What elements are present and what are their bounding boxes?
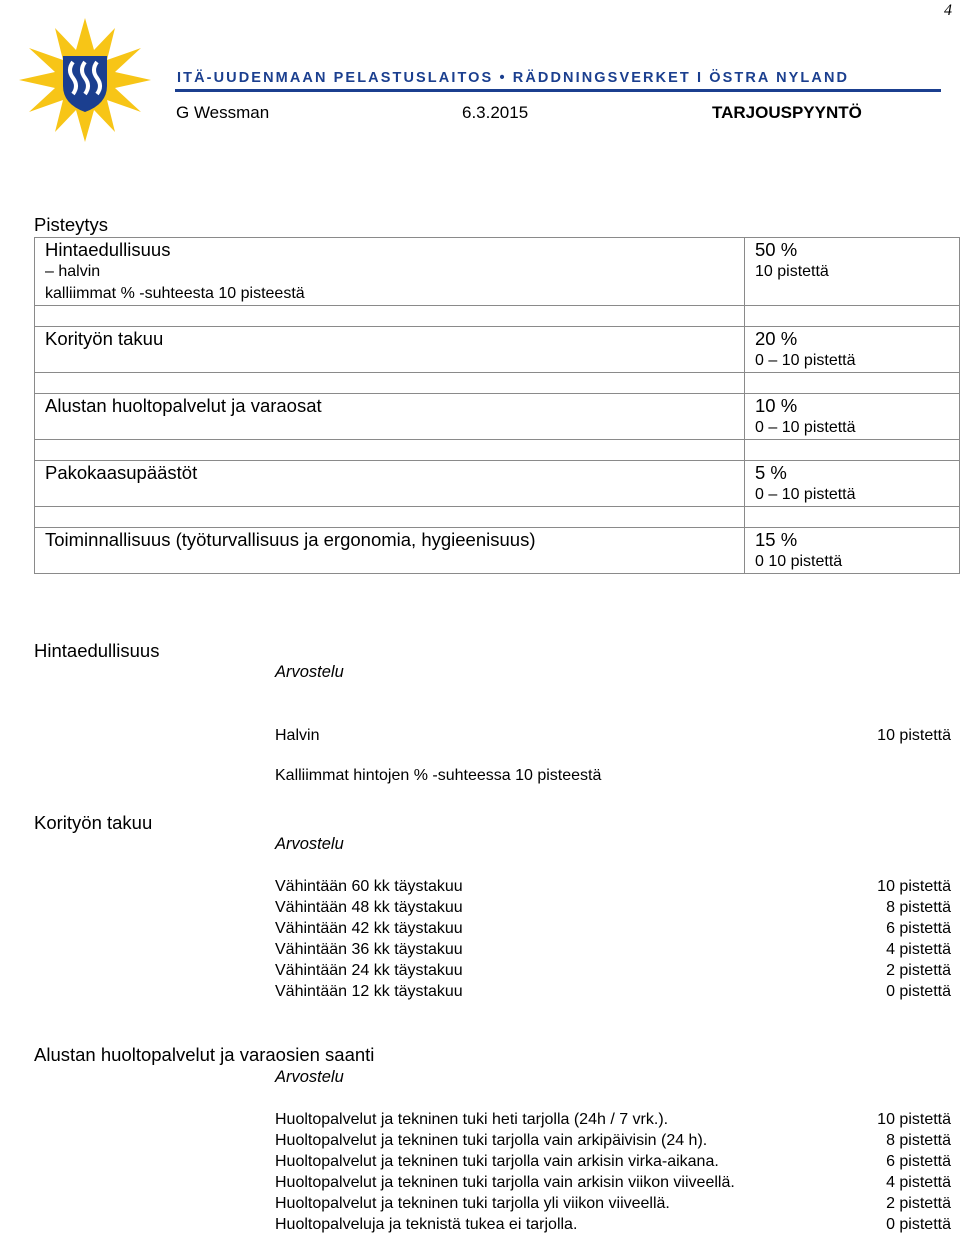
list-item: [275, 897, 951, 918]
organization-title: ITÄ-UUDENMAAN PELASTUSLAITOS • RÄDDNINGSVERKET I ÖSTRA NYLAND: [177, 70, 850, 86]
list-item: [275, 1172, 951, 1193]
item-label: Vähintään 24 kk täystakuu: [275, 962, 463, 979]
item-points: 10 pistettä: [877, 878, 951, 895]
document-type: TARJOUSPYYNTÖ: [712, 103, 862, 122]
table-row: [35, 306, 960, 327]
list-item: [275, 960, 951, 981]
item-label: Vähintään 48 kk täystakuu: [275, 899, 463, 916]
rescue-department-star-emblem-icon: [6, 16, 164, 144]
item-label: Huoltopalvelut ja tekninen tuki tarjolla vain arkisin viikon viiveellä.: [275, 1174, 735, 1191]
page-number: 4: [944, 2, 952, 19]
item-label: Vähintään 42 kk täystakuu: [275, 920, 463, 937]
cheapest-points: 10 pistettä: [877, 727, 951, 744]
table-row: [35, 327, 960, 373]
criterion-name: Toiminnallisuus (työturvallisuus ja ergonomia, hygieenisuus): [45, 529, 536, 550]
item-points: 4 pistettä: [886, 1174, 951, 1191]
criterion-weight: 10 %: [755, 395, 798, 416]
criterion-weight: 20 %: [755, 328, 798, 349]
table-row: [35, 440, 960, 461]
item-points: 0 pistettä: [886, 983, 951, 1000]
criterion-weight: 50 %: [755, 239, 798, 260]
item-points: 2 pistettä: [886, 962, 951, 979]
item-label: Vähintään 36 kk täystakuu: [275, 941, 463, 958]
item-label: Vähintään 60 kk täystakuu: [275, 878, 463, 895]
table-row: [35, 528, 960, 574]
item-points: 8 pistettä: [886, 899, 951, 916]
author: G Wessman: [176, 103, 270, 122]
criterion-weight: 5 %: [755, 462, 787, 483]
criterion-points: 0 – 10 pistettä: [755, 352, 856, 369]
list-item: [275, 1214, 951, 1235]
item-label: Huoltopalveluja ja teknistä tukea ei tarjolla.: [275, 1216, 578, 1233]
table-row: [35, 507, 960, 528]
table-row: [35, 394, 960, 440]
list-item: [275, 939, 951, 960]
scoring-title: Pisteytys: [34, 214, 109, 235]
item-points: 4 pistettä: [886, 941, 951, 958]
item-label: Huoltopalvelut ja tekninen tuki heti tarjolla (24h / 7 vrk.).: [275, 1111, 669, 1128]
item-points: 2 pistettä: [886, 1195, 951, 1212]
chassis-section-title: Alustan huoltopalvelut ja varaosien saanti: [34, 1044, 375, 1065]
bodywork-section-title: Korityön takuu: [34, 812, 153, 833]
list-item: [275, 981, 951, 1002]
item-points: 6 pistettä: [886, 1153, 951, 1170]
criterion-sub: – halvin: [45, 263, 101, 280]
item-points: 10 pistettä: [877, 1111, 951, 1128]
criterion-name: Hintaedullisuus: [45, 239, 171, 260]
price-section-title: Hintaedullisuus: [34, 640, 160, 661]
list-item: [275, 918, 951, 939]
list-item: [275, 1130, 951, 1151]
bodywork-rating-label: Arvostelu: [275, 835, 344, 853]
bodywork-rating-list: [275, 876, 951, 1002]
criterion-points: 0 – 10 pistettä: [755, 486, 856, 503]
price-rating-list: [275, 725, 951, 746]
header-divider: [175, 89, 941, 92]
criterion-points: 0 – 10 pistettä: [755, 419, 856, 436]
criterion-name: Pakokaasupäästöt: [45, 462, 198, 483]
chassis-rating-list: [275, 1109, 951, 1235]
criterion-note: kalliimmat % -suhteesta 10 pisteestä: [45, 285, 305, 302]
list-item: [275, 725, 951, 746]
list-item: [275, 1151, 951, 1172]
list-item: [275, 876, 951, 897]
chassis-rating-label: Arvostelu: [275, 1068, 344, 1086]
criterion-name: Korityön takuu: [45, 328, 164, 349]
item-label: Huoltopalvelut ja tekninen tuki tarjolla yli viikon viiveellä.: [275, 1195, 670, 1212]
list-item: [275, 1193, 951, 1214]
item-label: Huoltopalvelut ja tekninen tuki tarjolla vain arkisin virka-aikana.: [275, 1153, 719, 1170]
scoring-table: [34, 237, 960, 574]
list-item: [275, 1109, 951, 1130]
table-row: [35, 373, 960, 394]
document-date: 6.3.2015: [462, 103, 529, 122]
cheapest-label: Halvin: [275, 727, 320, 744]
criterion-points: 0 10 pistettä: [755, 553, 843, 570]
criterion-points: 10 pistettä: [755, 263, 829, 280]
table-row: [35, 238, 960, 306]
item-points: 0 pistettä: [886, 1216, 951, 1233]
price-rating-label: Arvostelu: [275, 663, 344, 681]
price-others-label: Kalliimmat hintojen % -suhteessa 10 pisteestä: [275, 767, 602, 784]
table-row: [35, 461, 960, 507]
item-points: 8 pistettä: [886, 1132, 951, 1149]
item-label: Huoltopalvelut ja tekninen tuki tarjolla vain arkipäivisin (24 h).: [275, 1132, 708, 1149]
item-label: Vähintään 12 kk täystakuu: [275, 983, 463, 1000]
criterion-name: Alustan huoltopalvelut ja varaosat: [45, 395, 322, 416]
item-points: 6 pistettä: [886, 920, 951, 937]
criterion-weight: 15 %: [755, 529, 798, 550]
